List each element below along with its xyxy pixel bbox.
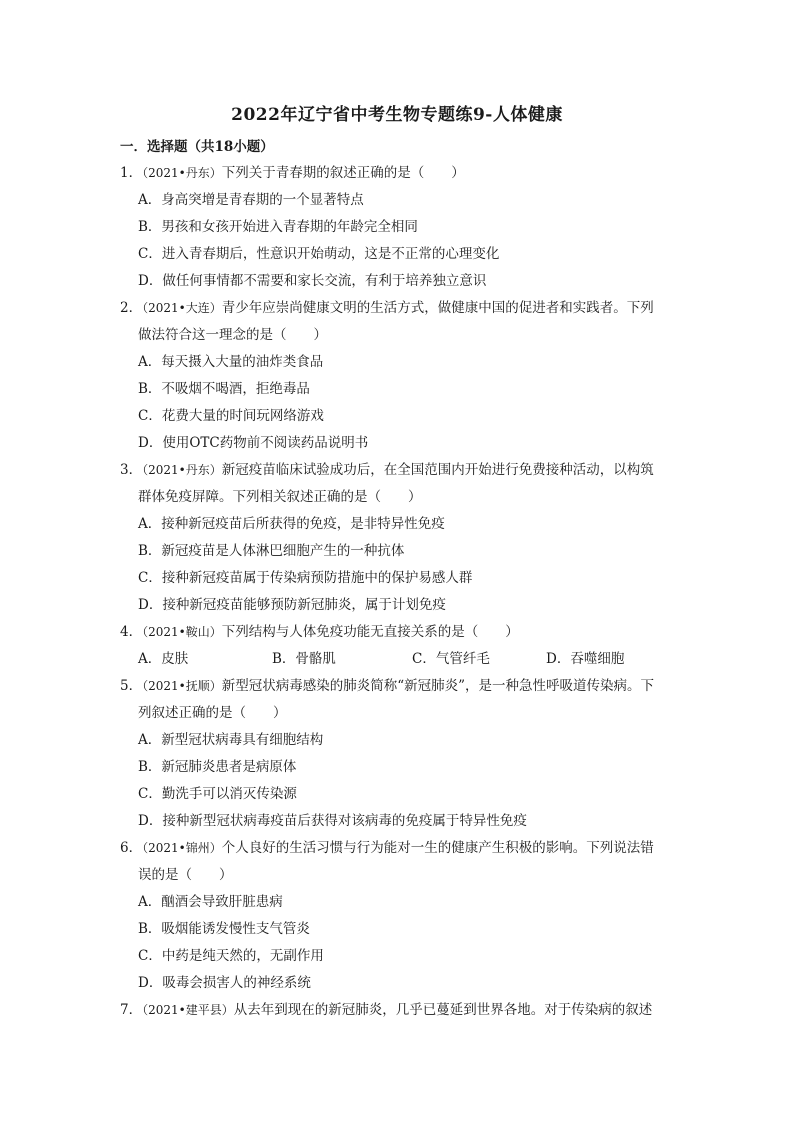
option-d[interactable]: D．接种新冠疫苗能够预防新冠肺炎，属于计划免疫 xyxy=(138,597,446,613)
option-c[interactable]: C．接种新冠疫苗属于传染病预防措施中的保护易感人群 xyxy=(138,570,473,586)
option-b[interactable]: B．吸烟能诱发慢性支气管炎 xyxy=(138,921,310,937)
option-c[interactable]: C．气管纤毛 xyxy=(412,651,490,667)
question-number: 3． xyxy=(120,462,143,478)
question-text-continued: 做法符合这一理念的是（ ） xyxy=(138,327,327,343)
options-row xyxy=(120,646,680,673)
option-d[interactable]: D．接种新型冠状病毒疫苗后获得对该病毒的免疫属于特异性免疫 xyxy=(138,813,527,829)
option-c[interactable]: C．勤洗手可以消灭传染源 xyxy=(138,786,297,802)
option-d[interactable]: D．做任何事情都不需要和家长交流，有利于培养独立意识 xyxy=(138,273,487,289)
option-a[interactable]: A．每天摄入大量的油炸类食品 xyxy=(138,354,324,370)
question-number: 1． xyxy=(120,165,143,181)
option-a[interactable]: A．身高突增是青春期的一个显著特点 xyxy=(138,192,364,208)
option-a[interactable]: A．新型冠状病毒具有细胞结构 xyxy=(138,732,324,748)
question-number: 4． xyxy=(120,624,143,640)
question-text: 青少年应崇尚健康文明的生活方式，做健康中国的促进者和实践者。下列 xyxy=(221,300,654,316)
question-text-continued: 误的是（ ） xyxy=(138,867,233,883)
option-c[interactable]: C．花费大量的时间玩网络游戏 xyxy=(138,408,324,424)
question-text: 新型冠状病毒感染的肺炎简称“新冠肺炎”，是一种急性呼吸道传染病。下 xyxy=(221,678,655,694)
question-source: （2021•丹东） xyxy=(142,463,222,477)
option-a[interactable]: A．皮肤 xyxy=(138,651,189,667)
option-b[interactable]: B．不吸烟不喝酒，拒绝毒品 xyxy=(138,381,310,397)
option-c[interactable]: C．进入青春期后，性意识开始萌动，这是不正常的心理变化 xyxy=(138,246,500,262)
question-source: （2021•大连） xyxy=(142,301,222,315)
question-stem xyxy=(120,619,680,646)
question-6 xyxy=(120,835,680,997)
question-text: 从去年到现在的新冠肺炎，几乎已蔓延到世界各地。对于传染病的叙述 xyxy=(233,1002,653,1018)
option-a[interactable]: A．酗酒会导致肝脏患病 xyxy=(138,894,283,910)
question-source: （2021•鞍山） xyxy=(142,625,222,639)
option-b[interactable]: B．新冠肺炎患者是病原体 xyxy=(138,759,297,775)
question-stem xyxy=(120,160,680,187)
question-5 xyxy=(120,673,680,835)
question-text: 个人良好的生活习惯与行为能对一生的健康产生积极的影响。下列说法错 xyxy=(221,840,654,856)
question-stem xyxy=(120,295,680,322)
option-d[interactable]: D．吸毒会损害人的神经系统 xyxy=(138,975,311,991)
question-text-continued: 列叙述正确的是（ ） xyxy=(138,705,287,721)
question-source: （2021•锦州） xyxy=(142,841,222,855)
option-b[interactable]: B．男孩和女孩开始进入青春期的年龄完全相同 xyxy=(138,219,418,235)
question-2 xyxy=(120,295,680,457)
question-3 xyxy=(120,457,680,619)
question-stem xyxy=(120,997,680,1024)
option-b[interactable]: B．新冠疫苗是人体淋巴细胞产生的一种抗体 xyxy=(138,543,405,559)
question-text: 下列关于青春期的叙述正确的是（ ） xyxy=(221,165,465,181)
question-stem xyxy=(120,457,680,484)
question-list xyxy=(120,160,680,1024)
question-text: 下列结构与人体免疫功能无直接关系的是（ ） xyxy=(221,624,519,640)
section-heading: 一．选择题（共18小题） xyxy=(120,139,274,155)
question-stem xyxy=(120,673,680,700)
question-source: （2021•丹东） xyxy=(142,166,222,180)
option-d[interactable]: D．使用OTC药物前不阅读药品说明书 xyxy=(138,435,369,451)
question-1 xyxy=(120,160,680,295)
question-number: 7． xyxy=(120,1002,143,1018)
question-text-continued: 群体免疫屏障。下列相关叙述正确的是（ ） xyxy=(138,489,422,505)
question-7 xyxy=(120,997,680,1024)
document-title: 2022年辽宁省中考生物专题练9-人体健康 xyxy=(231,105,563,125)
question-stem xyxy=(120,835,680,862)
question-source: （2021•建平县） xyxy=(142,1003,234,1017)
option-d[interactable]: D．吞噬细胞 xyxy=(546,651,625,667)
question-number: 2． xyxy=(120,300,143,316)
question-4 xyxy=(120,619,680,673)
question-source: （2021•抚顺） xyxy=(142,679,222,693)
option-c[interactable]: C．中药是纯天然的，无副作用 xyxy=(138,948,324,964)
option-b[interactable]: B．骨骼肌 xyxy=(272,651,336,667)
question-text: 新冠疫苗临床试验成功后，在全国范围内开始进行免费接种活动，以构筑 xyxy=(221,462,654,478)
question-number: 6． xyxy=(120,840,143,856)
option-a[interactable]: A．接种新冠疫苗后所获得的免疫，是非特异性免疫 xyxy=(138,516,445,532)
question-number: 5． xyxy=(120,678,143,694)
